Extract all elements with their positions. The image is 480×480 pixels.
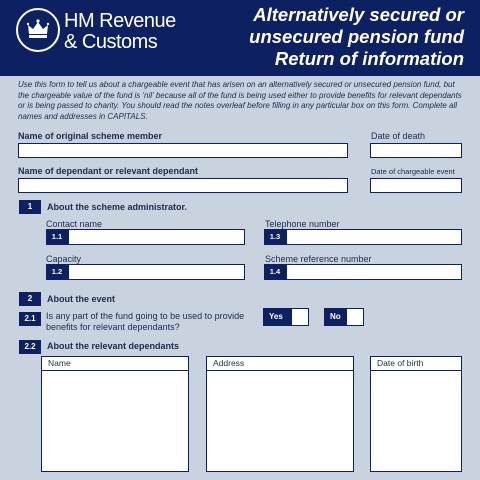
logo-text-line2: & Customs (64, 31, 158, 53)
question-2-1-line1: Is any part of the fund going to be used to provide (46, 311, 245, 321)
question-2-1-line2: benefits for relevant dependants? (46, 322, 180, 332)
name-column-header: Name (42, 357, 188, 371)
date-of-death-field[interactable] (370, 143, 462, 158)
capacity-field[interactable] (68, 264, 245, 280)
capacity-number: 1.2 (46, 264, 68, 280)
original-member-field[interactable] (18, 143, 348, 158)
dependant-dob-column[interactable] (370, 356, 462, 472)
dependant-address-column[interactable] (206, 356, 354, 472)
crown-crest-icon (16, 8, 60, 52)
telephone-label: Telephone number (265, 219, 340, 229)
form-title-line3: Return of information (274, 48, 464, 69)
yes-checkbox[interactable] (263, 308, 309, 326)
telephone-number-tag: 1.3 (264, 229, 286, 245)
scheme-ref-label: Scheme reference number (265, 254, 372, 264)
no-checkbox[interactable] (324, 308, 364, 326)
contact-name-number: 1.1 (46, 229, 68, 245)
address-column-header: Address (207, 357, 353, 371)
dependant-field[interactable] (18, 178, 348, 193)
scheme-ref-field[interactable] (286, 264, 462, 280)
section2-title: About the event (47, 294, 116, 304)
capacity-label: Capacity (46, 254, 82, 264)
section1-title: About the scheme administrator. (47, 202, 188, 212)
contact-name-field[interactable] (68, 229, 245, 245)
scheme-ref-number: 1.4 (264, 264, 286, 280)
form-title-line2: unsecured pension fund (249, 26, 464, 47)
no-label: No (330, 312, 341, 321)
telephone-field[interactable] (286, 229, 462, 245)
question-2-2-title: About the relevant dependants (47, 341, 180, 351)
chargeable-event-label: Date of chargeable event (371, 167, 455, 176)
question-2-1-number: 2.1 (19, 312, 41, 326)
original-member-label: Name of original scheme member (18, 131, 163, 141)
date-of-death-label: Date of death (371, 131, 426, 141)
no-box[interactable] (347, 309, 363, 325)
yes-box[interactable] (292, 309, 308, 325)
dob-column-header: Date of birth (371, 357, 461, 371)
contact-name-label: Contact name (46, 219, 103, 229)
dependant-label: Name of dependant or relevant dependant (18, 166, 199, 176)
yes-label: Yes (269, 312, 283, 321)
intro-text: Use this form to tell us about a chargeable event that has arisen on an alternatively secured or unsecured pension fund, but the chargeable value of the fund is 'nil' because all of the fund is being used either to provide benefits for relevant dependants or is being passed to charity. You should read the notes overleaf before filling in any particular box on this form. Complete all names and addresses in CAPITALS. (18, 80, 462, 121)
question-2-2-number: 2.2 (19, 340, 41, 354)
form-title (249, 4, 464, 70)
section1-number: 1 (19, 200, 41, 214)
logo-text-line1: HM Revenue (64, 10, 176, 32)
dependant-name-column[interactable] (41, 356, 189, 472)
section2-number: 2 (19, 292, 41, 306)
header-banner (0, 0, 480, 76)
chargeable-event-field[interactable] (370, 178, 462, 193)
form-title-line1: Alternatively secured or (253, 4, 464, 25)
